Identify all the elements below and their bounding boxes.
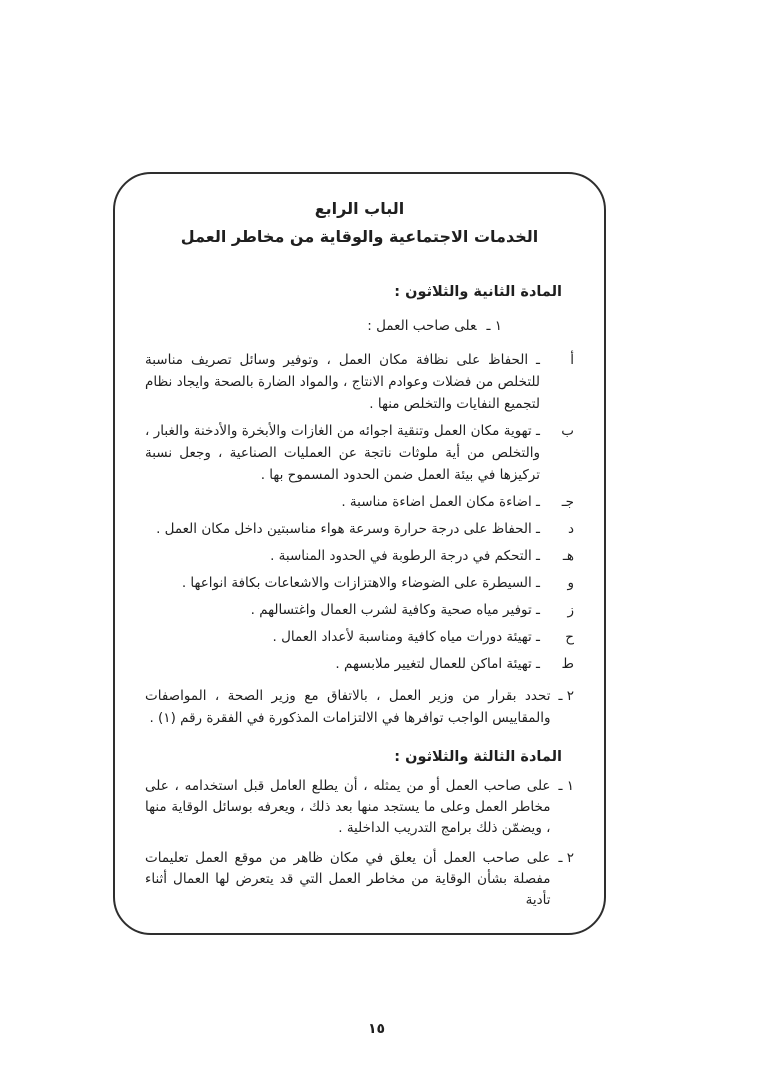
list-item-text: ـ تهوية مكان العمل وتنقية اجوائه من الغازات والأبخرة والأدخنة والغبار ، والتخلص من أية ملوثات ناتجة عن العمليات الصناعية ، وجعل نسبة تركيزها في بيئة العمل ضمن الحدود المسموح بها . bbox=[145, 423, 540, 483]
list-item-text: ـ اضاءة مكان العمل اضاءة مناسبة . bbox=[341, 494, 540, 510]
item-text: على صاحب العمل أو من يمثله ، أن يطلع العامل قبل استخدامه ، على مخاطر العمل وعلى ما يستجد منها بعد ذلك ، ويعرفه بوسائل الوقاية منها ، ويضمّن ذلك برامج التدريب الداخلية . bbox=[145, 778, 551, 836]
chapter-subtitle: الخدمات الاجتماعية والوقاية من مخاطر العمل bbox=[180, 227, 539, 246]
list-item-text: ـ تهيئة دورات مياه كافية ومناسبة لأعداد العمال . bbox=[272, 629, 540, 645]
item-number: ١ ـ bbox=[486, 318, 502, 334]
chapter-title: الباب الرابع bbox=[314, 199, 405, 218]
article-32-subitem-list bbox=[145, 349, 574, 675]
article-32-heading: المادة الثانية والثلاثون : bbox=[394, 284, 562, 300]
list-item bbox=[145, 491, 574, 513]
list-item bbox=[145, 653, 574, 675]
list-item bbox=[145, 599, 574, 621]
item-number: ٢ ـ bbox=[558, 688, 574, 704]
page-number: ١٥ bbox=[367, 1021, 386, 1037]
list-item-marker: جـ bbox=[561, 494, 574, 510]
list-item-marker: ح bbox=[565, 629, 574, 645]
item-number: ١ ـ bbox=[558, 778, 574, 794]
list-item bbox=[145, 545, 574, 567]
article-33-item-1 bbox=[145, 776, 574, 839]
list-item-text: ـ توفير مياه صحية وكافية لشرب العمال واغتسالهم . bbox=[250, 602, 540, 618]
list-item-marker: هـ bbox=[562, 548, 574, 564]
list-item-marker: ط bbox=[561, 656, 574, 672]
list-item-text: ـ تهيئة اماكن للعمال لتغيير ملابسهم . bbox=[335, 656, 540, 672]
list-item-text: ـ الحفاظ على نظافة مكان العمل ، وتوفير وسائل تصريف مناسبة للتخلص من فضلات وعوادم الانتاج ، والمواد الضارة بالصحة وايجاد نظام لتجميع النفايات والتخلص منها . bbox=[145, 352, 540, 412]
article-32-item-1-intro bbox=[145, 315, 502, 337]
article-32-item-2 bbox=[145, 685, 574, 729]
list-item-text: ـ التحكم في درجة الرطوبة في الحدود المناسبة . bbox=[270, 548, 540, 564]
list-item-marker: أ bbox=[570, 352, 574, 368]
list-item bbox=[145, 572, 574, 594]
list-item bbox=[145, 626, 574, 648]
document-content bbox=[115, 174, 604, 911]
item-intro-text: على صاحب العمل : bbox=[367, 318, 477, 334]
list-item-marker: ب bbox=[561, 423, 574, 439]
item-number: ٢ ـ bbox=[558, 850, 574, 866]
list-item-text: ـ الحفاظ على درجة حرارة وسرعة هواء مناسبتين داخل مكان العمل . bbox=[156, 521, 540, 537]
list-item-marker: و bbox=[567, 575, 574, 591]
item-text: على صاحب العمل أن يعلق في مكان ظاهر من موقع العمل تعليمات مفصلة بشأن الوقاية من مخاطر العمل التي قد يتعرض لها العمال أثناء تأدية bbox=[145, 850, 551, 908]
article-33-item-2 bbox=[145, 848, 574, 911]
list-item-text: ـ السيطرة على الضوضاء والاهتزازات والاشعاعات بكافة انواعها . bbox=[181, 575, 540, 591]
list-item bbox=[145, 518, 574, 540]
list-item-marker: د bbox=[567, 521, 574, 537]
article-33-heading: المادة الثالثة والثلاثون : bbox=[394, 749, 562, 765]
list-item bbox=[145, 420, 574, 486]
content-frame bbox=[113, 172, 606, 935]
item-text: تحدد بقرار من وزير العمل ، بالاتفاق مع وزير الصحة ، المواصفات والمقاييس الواجب توافرها في الالتزامات المذكورة في الفقرة رقم (١) . bbox=[145, 688, 551, 726]
list-item-marker: ز bbox=[567, 602, 574, 618]
list-item bbox=[145, 349, 574, 415]
